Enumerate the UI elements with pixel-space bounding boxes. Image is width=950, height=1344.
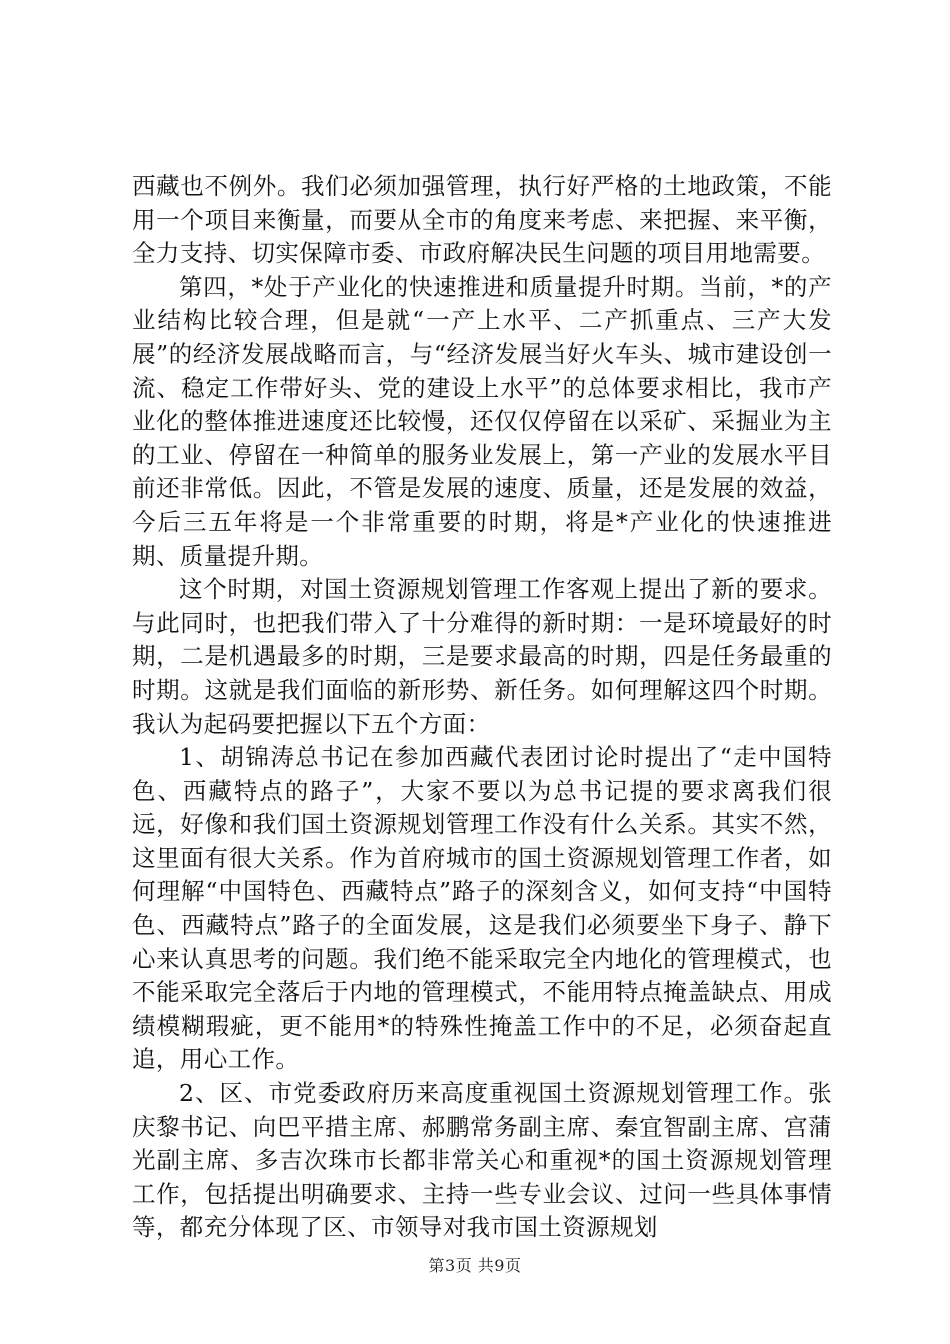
- paragraph-this-period: 这个时期，对国土资源规划管理工作客观上提出了新的要求。与此同时，也把我们带入了十分难得的新时期：一是环境最好的时期，二是机遇最多的时期，三是要求最高的时期，四是任务最重的时期。这就是我们面临的新形势、新任务。如何理解这四个时期。我认为起码要把握以下五个方面：: [132, 575, 832, 738]
- paragraph-continuation: 西藏也不例外。我们必须加强管理，执行好严格的土地政策，不能用一个项目来衡量，而要从全市的角度来考虑、来把握、来平衡，全力支持、切实保障市委、市政府解决民生问题的项目用地需要。: [132, 172, 832, 268]
- paragraph-item-1: 1、胡锦涛总书记在参加西藏代表团讨论时提出了“走中国特色、西藏特点的路子”，大家不要以为总书记提的要求离我们很远，好像和我们国土资源规划管理工作没有什么关系。其实不然，这里面有很大关系。作为首府城市的国土资源规划管理工作者，如何理解“中国特色、西藏特点”路子的深刻含义，如何支持“中国特色、西藏特点”路子的全面发展，这是我们必须要坐下身子、静下心来认真思考的问题。我们绝不能采取完全内地化的管理模式，也不能采取完全落后于内地的管理模式，不能用特点掩盖缺点、用成绩模糊瑕疵，更不能用*的特殊性掩盖工作中的不足，必须奋起直追，用心工作。: [132, 743, 832, 1074]
- document-body: [132, 170, 832, 1245]
- page-number-footer: 第3页 共9页: [428, 1256, 522, 1275]
- paragraph-fourth-point: 第四，*处于产业化的快速推进和质量提升时期。当前，*的产业结构比较合理，但是就“一产上水平、二产抓重点、三产大发展”的经济发展战略而言，与“经济发展当好火车头、城市建设创一流、稳定工作带好头、党的建设上水平”的总体要求相比，我市产业化的整体推进速度还比较慢，还仅仅停留在以采矿、采掘业为主的工业、停留在一种简单的服务业发展上，第一产业的发展水平目前还非常低。因此，不管是发展的速度、质量，还是发展的效益，今后三五年将是一个非常重要的时期，将是*产业化的快速推进期、质量提升期。: [132, 272, 832, 570]
- paragraph-item-2: 2、区、市党委政府历来高度重视国土资源规划管理工作。张庆黎书记、向巴平措主席、郝鹏常务副主席、秦宜智副主席、宫蒲光副主席、多吉次珠市长都非常关心和重视*的国土资源规划管理工作，包括提出明确要求、主持一些专业会议、过问一些具体事情等，都充分体现了区、市领导对我市国土资源规划: [132, 1079, 832, 1242]
